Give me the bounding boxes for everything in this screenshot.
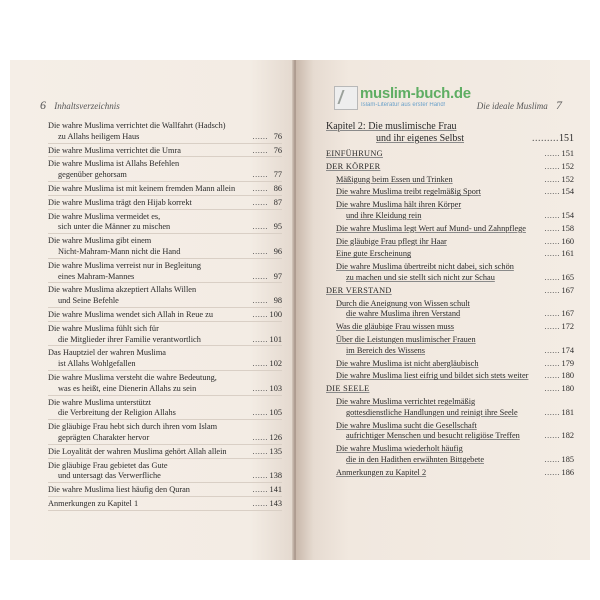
left-running-head	[34, 98, 120, 113]
toc-page-number: 167	[561, 285, 574, 295]
toc-page-number: 172	[561, 322, 574, 332]
right-running-head-title: Die ideale Muslima	[476, 101, 548, 111]
toc-page-number: 103	[269, 383, 282, 393]
toc-entry-title: Die wahre Muslima ist mit keinem fremden Mann allein	[48, 183, 236, 193]
toc-entry-title: die Mitglieder ihrer Familie verantwortlich	[58, 334, 201, 344]
toc-entry-title: aufrichtiger Menschen und besucht religiöse Treffen	[346, 431, 520, 441]
toc-page-number: 77	[273, 170, 282, 180]
watermark-logo-icon	[334, 86, 358, 110]
toc-entry-title: Die wahre Muslima gibt einem	[48, 236, 152, 246]
left-page	[10, 60, 293, 560]
toc-entry-title: Die wahre Muslima ist nicht abergläubisch	[336, 358, 479, 368]
right-toc	[326, 120, 574, 480]
toc-entry: DIE SEELE ...... 180	[326, 384, 574, 394]
toc-entry-title: Die gläubige Frau gebietet das Gute	[48, 460, 168, 470]
toc-entry-title: Die wahre Muslima übertreibt nicht dabei, sich schön	[336, 262, 514, 272]
toc-page-number: 185	[561, 454, 574, 464]
toc-entry-title: Die Loyalität der wahren Muslima gehört Allah allein	[48, 446, 227, 456]
toc-page-number: 158	[561, 223, 574, 233]
toc-page-number: 182	[561, 431, 574, 441]
toc-entry: Die Loyalität der wahren Muslima gehört Allah allein ...... 135	[48, 446, 282, 459]
toc-page-number: 141	[269, 485, 282, 495]
toc-entry: Die gläubige Frau gebietet das Gute und untersagt das Verwerfliche ...... 138	[48, 460, 282, 484]
toc-entry-title: eines Mahram-Mannes	[58, 271, 135, 281]
toc-entry-title: gottesdienstliche Handlungen und reinigt ihre Seele	[346, 407, 518, 417]
toc-entry-title: Die wahre Muslima vermeidet es,	[48, 211, 161, 221]
toc-page-number: 97	[273, 271, 282, 281]
toc-entry: Die wahre Muslima wendet sich Allah in Reue zu ...... 100	[48, 309, 282, 322]
toc-page-number: 86	[273, 183, 282, 193]
right-page	[296, 60, 590, 560]
toc-entry-title: Die wahre Muslima verrichtet regelmäßig	[336, 396, 476, 406]
toc-entry: Die wahre Muslima treibt regelmäßig Sport ...... 154	[336, 187, 574, 197]
toc-entry: Die wahre Muslima akzeptiert Allahs Willen und Seine Befehle ...... 98	[48, 284, 282, 308]
toc-entry: Die wahre Muslima unterstützt die Verbreitung der Religion Allahs ...... 105	[48, 397, 282, 421]
toc-entry-title: Die wahre Muslima unterstützt	[48, 397, 151, 407]
toc-entry: Die wahre Muslima gibt einem Nicht-Mahram-Mann nicht die Hand ...... 96	[48, 235, 282, 259]
toc-entry: Die wahre Muslima trägt den Hijab korrekt ...... 87	[48, 197, 282, 210]
toc-entry: Die wahre Muslima ist Allahs Befehlen gegenüber gehorsam ...... 77	[48, 158, 282, 182]
toc-entry-title: Die gläubige Frau pflegt ihr Haar	[336, 236, 447, 246]
toc-entry: Die wahre Muslima wiederholt häufig die in den Hadithen erwähnten Bittgebete ...... 185	[336, 444, 574, 464]
toc-entry-title: zu Allahs heiligem Haus	[58, 131, 140, 141]
toc-entry-title: Die wahre Muslima liest eifrig und bildet sich stets weiter	[336, 371, 529, 381]
toc-entry: Die wahre Muslima fühlt sich für die Mitglieder ihrer Familie verantwortlich ...... 101	[48, 323, 282, 347]
toc-entry-title: Die wahre Muslima liest häufig den Quran	[48, 485, 190, 495]
toc-entry-title: Die wahre Muslima verrichtet die Wallfahrt (Hadsch)	[48, 121, 226, 130]
toc-page-number: 154	[561, 210, 574, 220]
toc-page-number: 138	[269, 471, 282, 481]
toc-entry: Mäßigung beim Essen und Trinken ...... 152	[336, 174, 574, 184]
toc-entry-title: Die wahre Muslima akzeptiert Allahs Willen	[48, 285, 197, 295]
watermark-tagline: Islam-Literatur aus erster Hand!	[361, 102, 446, 108]
toc-entry-title: Die wahre Muslima versteht die wahre Bedeutung,	[48, 372, 217, 382]
toc-entry-title: Die wahre Muslima legt Wert auf Mund- und Zahnpflege	[336, 223, 526, 233]
toc-entry-title: sich unter die Männer zu mischen	[58, 222, 171, 232]
toc-section-title: DER KÖRPER	[326, 161, 381, 171]
toc-entry: Die wahre Muslima liest eifrig und bildet sich stets weiter ...... 180	[336, 371, 574, 381]
toc-entry-title: Anmerkungen zu Kapitel 2	[336, 467, 427, 477]
toc-page-number: 180	[561, 371, 574, 381]
toc-entry-title: Die wahre Muslima ist Allahs Befehlen	[48, 159, 180, 169]
left-page-number: 6	[40, 98, 46, 112]
toc-section-title: DER VERSTAND	[326, 285, 392, 295]
toc-entry-title: Die wahre Muslima wiederholt häufig	[336, 444, 463, 454]
toc-page-number: 98	[273, 296, 282, 306]
toc-entry: Die wahre Muslima vermeidet es, sich unter die Männer zu mischen ...... 95	[48, 211, 282, 235]
left-running-head-title: Inhaltsverzeichnis	[54, 101, 120, 111]
toc-entry-title: Über die Leistungen muslimischer Frauen	[336, 334, 476, 344]
toc-entry-title: die wahre Muslima ihren Verstand	[346, 309, 461, 319]
right-page-number: 7	[556, 98, 562, 112]
toc-entry: Die wahre Muslima verrichtet die Wallfahrt (Hadsch) zu Allahs heiligem Haus ...... 76	[48, 120, 282, 144]
toc-entry-title: was es heißt, eine Dienerin Allahs zu sein	[58, 383, 197, 393]
toc-entry-title: Die wahre Muslima fühlt sich für	[48, 323, 159, 333]
toc-page-number: 174	[561, 345, 574, 355]
toc-page-number: 161	[561, 249, 574, 259]
toc-entry: Die wahre Muslima verrichtet die Umra ...... 76	[48, 145, 282, 158]
toc-entry: Die gläubige Frau hebt sich durch ihren vom Islam geprägten Charakter hervor ...... 126	[48, 421, 282, 445]
toc-entry-title: Die wahre Muslima wendet sich Allah in Reue zu	[48, 309, 213, 319]
chapter-heading-line: und ihr eigenes Selbst	[376, 133, 465, 144]
toc-page-number: 160	[561, 236, 574, 246]
toc-page-number: 76	[273, 131, 282, 141]
toc-entry-title: Durch die Aneignung von Wissen schult	[336, 298, 470, 308]
chapter-heading-line: Kapitel 2: Die muslimische Frau	[326, 121, 457, 132]
toc-entry-title: ist Allahs Wohlgefallen	[58, 359, 136, 369]
toc-entry-title: Die wahre Muslima verreist nur in Begleitung	[48, 260, 201, 270]
toc-page-number: 105	[269, 408, 282, 418]
toc-entry-title: Die wahre Muslima sucht die Gesellschaft	[336, 420, 477, 430]
toc-page-number: 181	[561, 407, 574, 417]
toc-entry-title: Das Hauptziel der wahren Muslima	[48, 348, 166, 358]
toc-page-number: 186	[561, 467, 574, 477]
toc-entry: DER KÖRPER ...... 152	[326, 161, 574, 171]
toc-page-number: 101	[269, 334, 282, 344]
open-book	[10, 60, 590, 560]
toc-entry-title: geprägten Charakter hervor	[58, 432, 150, 442]
toc-section-title: DIE SEELE	[326, 384, 370, 394]
toc-page-number: 180	[561, 384, 574, 394]
left-toc	[48, 120, 282, 512]
chapter-heading: Kapitel 2: Die muslimische Frau und ihr eigenes Selbst ......... 151	[326, 121, 574, 144]
toc-page-number: 151	[561, 149, 574, 158]
toc-entry: Die wahre Muslima ist nicht abergläubisch ...... 179	[336, 358, 574, 368]
toc-entry: Anmerkungen zu Kapitel 1 ...... 143	[48, 498, 282, 511]
toc-entry-title: und Seine Befehle	[58, 296, 119, 306]
toc-entry-title: und untersagt das Verwerfliche	[58, 471, 161, 481]
toc-entry: Die wahre Muslima liest häufig den Quran ...... 141	[48, 484, 282, 497]
toc-entry: Über die Leistungen muslimischer Frauen im Bereich des Wissens ...... 174	[336, 334, 574, 355]
toc-page-number: 135	[269, 446, 282, 456]
toc-page-number: 102	[269, 359, 282, 369]
toc-entry: Das Hauptziel der wahren Muslima ist Allahs Wohlgefallen ...... 102	[48, 347, 282, 371]
toc-page-number: 76	[273, 145, 282, 155]
toc-entry-title: zu machen und sie stellt sich nicht zur Schau	[346, 272, 495, 282]
toc-entry-title: Die wahre Muslima trägt den Hijab korrekt	[48, 197, 192, 207]
toc-entry: Die wahre Muslima verrichtet regelmäßig gottesdienstliche Handlungen und reinigt ihre Seele ...... 181	[336, 396, 574, 417]
toc-entry: Eine gute Erscheinung ...... 161	[336, 249, 574, 259]
toc-entry: DER VERSTAND ...... 167	[326, 285, 574, 295]
toc-page-number: 96	[273, 246, 282, 256]
toc-entry: Die wahre Muslima legt Wert auf Mund- und Zahnpflege ...... 158	[336, 223, 574, 233]
toc-page-number: 126	[269, 432, 282, 442]
toc-entry-title: Nicht-Mahram-Mann nicht die Hand	[58, 246, 181, 256]
toc-page-number: 167	[561, 309, 574, 319]
toc-entry: Die wahre Muslima übertreibt nicht dabei, sich schön zu machen und sie stellt sich nicht zur Schau ...... 165	[336, 262, 574, 282]
toc-entry-title: Mäßigung beim Essen und Trinken	[336, 174, 453, 184]
toc-entry-title: Die gläubige Frau hebt sich durch ihren vom Islam	[48, 422, 218, 432]
toc-page-number: 152	[561, 161, 574, 171]
toc-entry: Anmerkungen zu Kapitel 2 ...... 186	[336, 467, 574, 477]
toc-entry: Die gläubige Frau pflegt ihr Haar ...... 160	[336, 236, 574, 246]
toc-entry-title: Die wahre Muslima verrichtet die Umra	[48, 145, 181, 155]
toc-entry-title: Anmerkungen zu Kapitel 1	[48, 498, 139, 508]
toc-page-number: 87	[273, 197, 282, 207]
toc-entry-title: gegenüber gehorsam	[58, 170, 127, 180]
toc-entry-title: die Verbreitung der Religion Allahs	[58, 408, 176, 418]
toc-page-number: 143	[269, 498, 282, 508]
watermark-site: muslim-buch.de	[360, 85, 471, 102]
toc-section-title: EINFÜHRUNG	[326, 149, 383, 158]
watermark	[334, 84, 494, 112]
toc-entry: EINFÜHRUNG ...... 151	[326, 149, 574, 158]
toc-entry-title: die in den Hadithen erwähnten Bittgebete	[346, 454, 485, 464]
right-running-head	[477, 98, 568, 113]
toc-entry: Die wahre Muslima ist mit keinem fremden Mann allein ...... 86	[48, 183, 282, 196]
toc-entry-title: im Bereich des Wissens	[346, 345, 426, 355]
toc-entry: Die wahre Muslima hält ihren Körper und ihre Kleidung rein ...... 154	[336, 200, 574, 220]
toc-entry: Was die gläubige Frau wissen muss ...... 172	[336, 322, 574, 332]
toc-entry-title: Eine gute Erscheinung	[336, 249, 412, 259]
toc-entry-title: Die wahre Muslima hält ihren Körper	[336, 200, 462, 210]
toc-page-number: 95	[273, 222, 282, 232]
toc-page-number: 152	[561, 174, 574, 184]
toc-entry-title: und ihre Kleidung rein	[346, 210, 422, 220]
toc-entry: Die wahre Muslima sucht die Gesellschaft aufrichtiger Menschen und besucht religiöse Treffen ...... 182	[336, 420, 574, 441]
toc-page-number: 179	[561, 358, 574, 368]
toc-entry: Die wahre Muslima versteht die wahre Bedeutung, was es heißt, eine Dienerin Allahs zu sein ...... 103	[48, 372, 282, 396]
toc-page-number: 165	[561, 272, 574, 282]
chapter-page-number: 151	[559, 133, 574, 144]
toc-entry-title: Die wahre Muslima treibt regelmäßig Sport	[336, 187, 481, 197]
toc-page-number: 154	[561, 187, 574, 197]
toc-entry: Durch die Aneignung von Wissen schult die wahre Muslima ihren Verstand ...... 167	[336, 298, 574, 319]
toc-entry: Die wahre Muslima verreist nur in Begleitung eines Mahram-Mannes ...... 97	[48, 260, 282, 284]
toc-entry-title: Was die gläubige Frau wissen muss	[336, 322, 455, 332]
toc-page-number: 100	[269, 309, 282, 319]
